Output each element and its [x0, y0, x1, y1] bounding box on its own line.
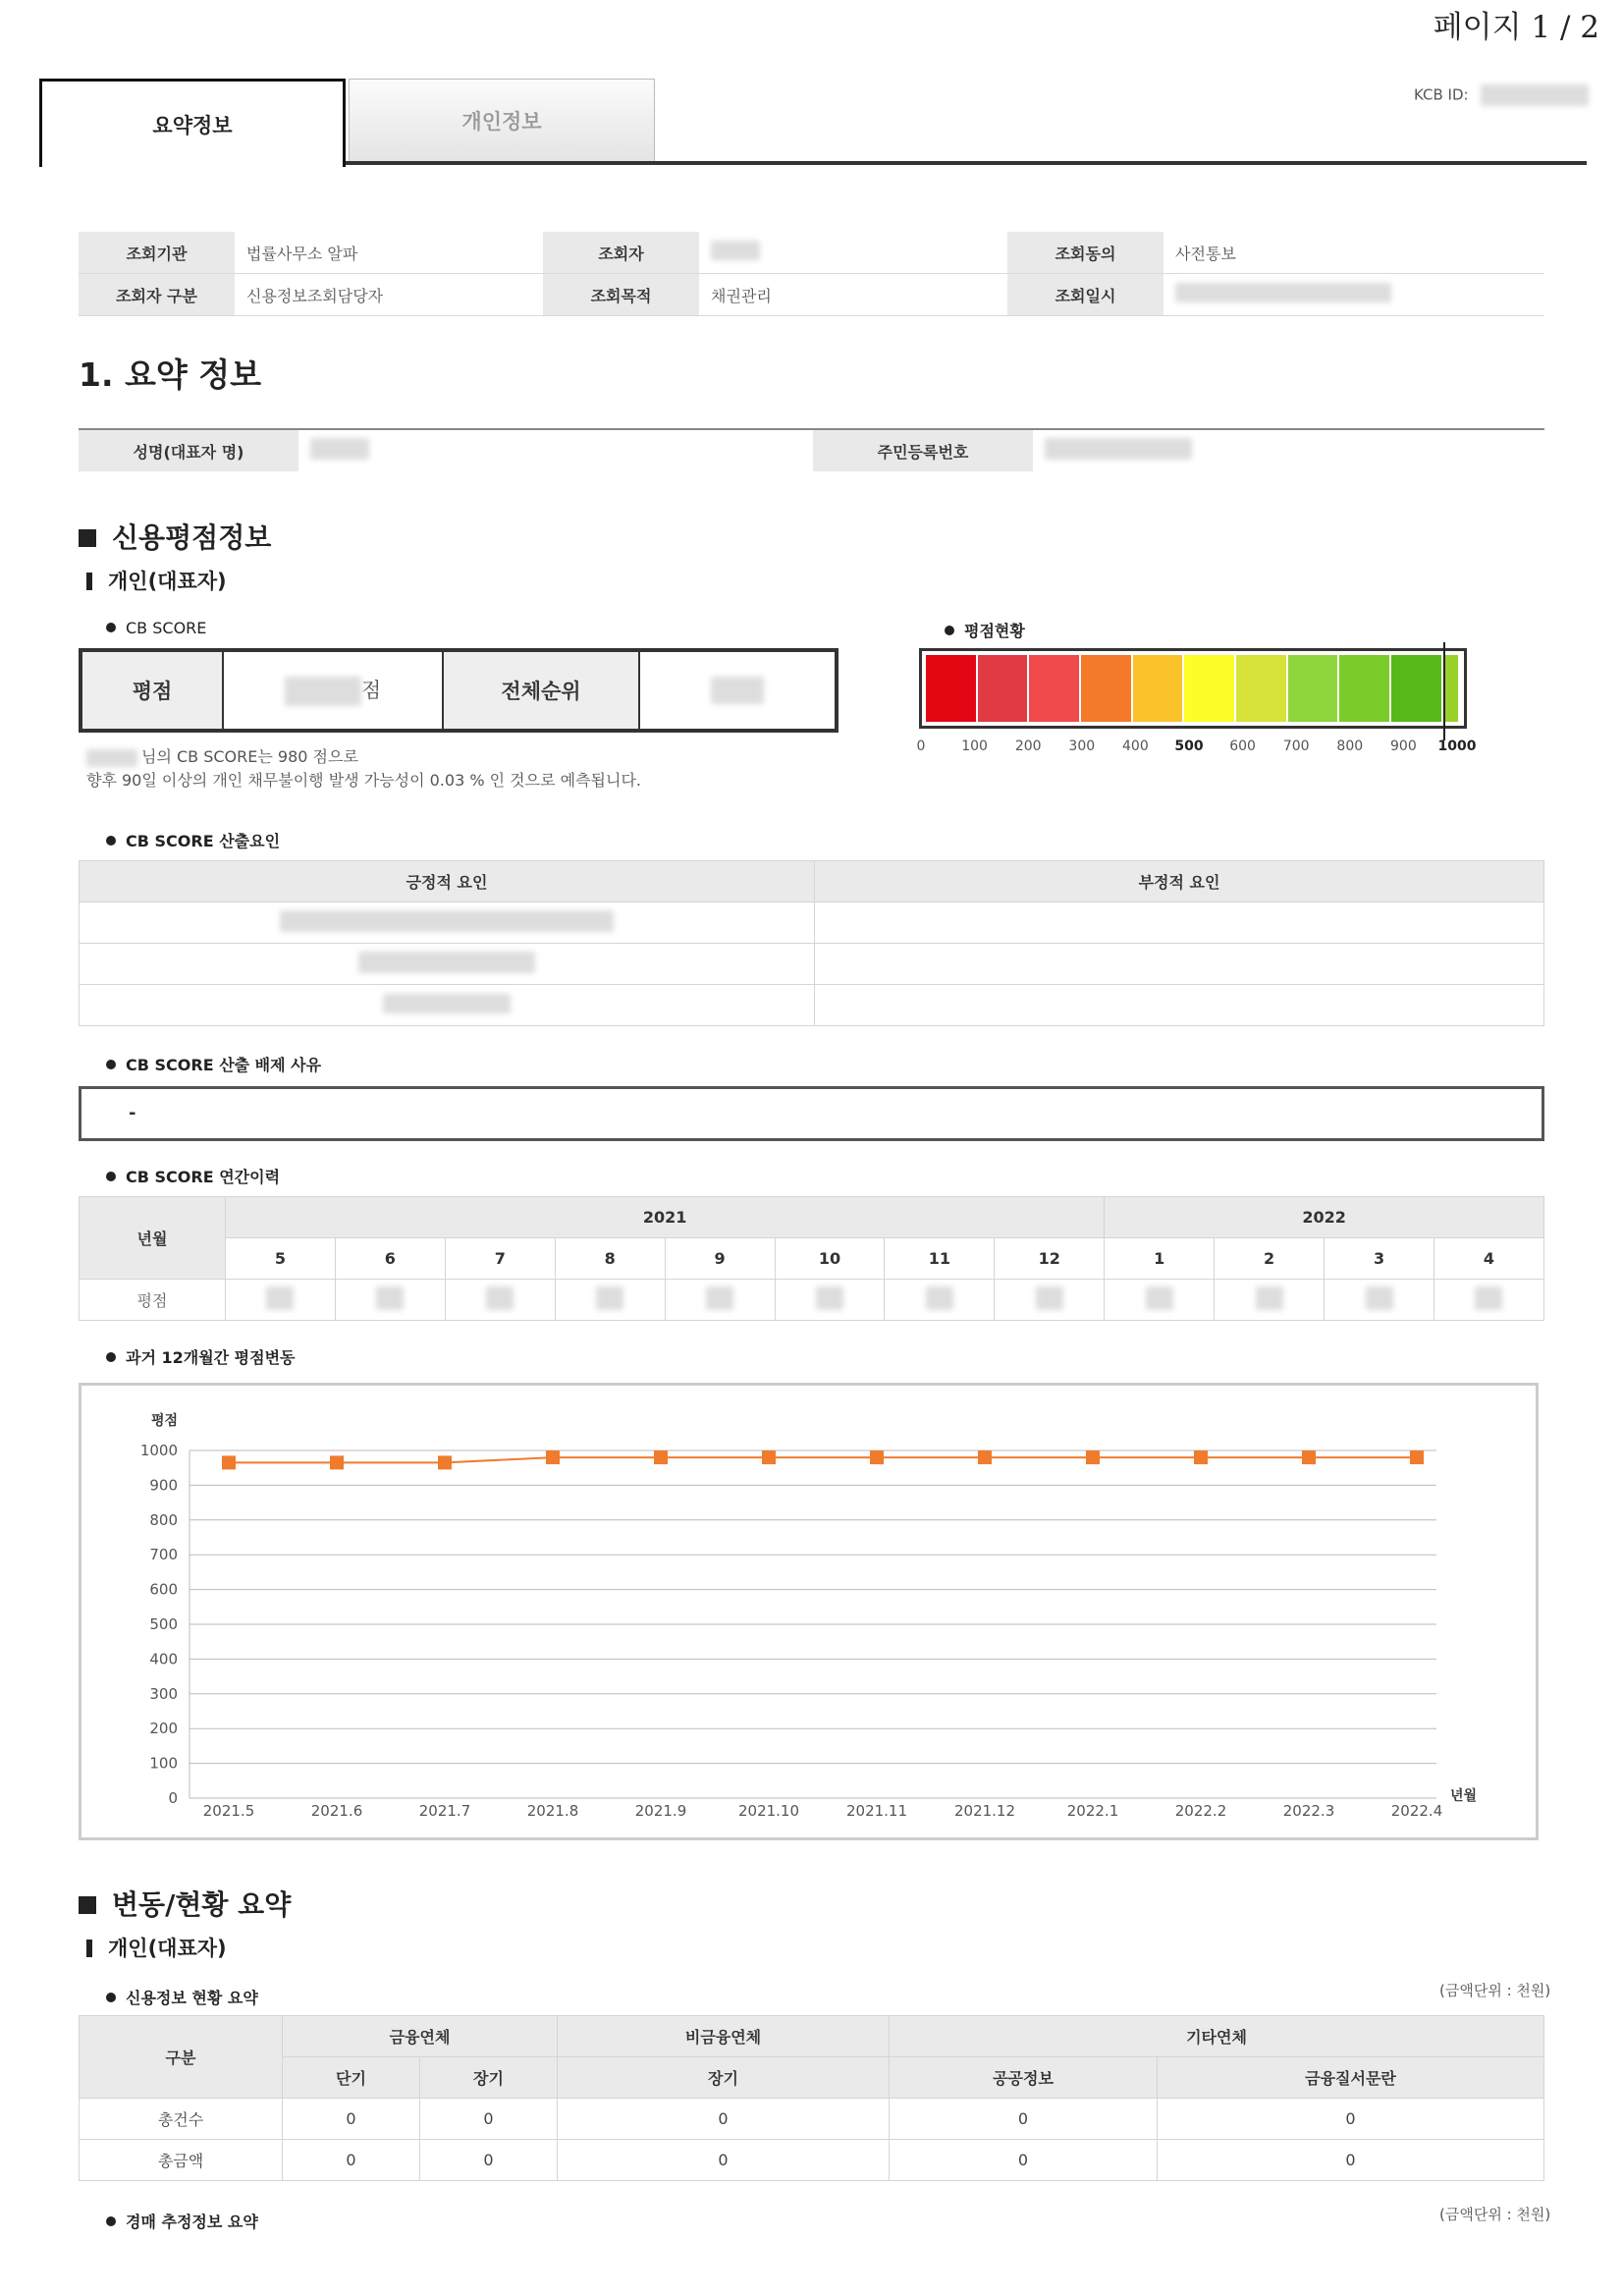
label-factors-text: CB SCORE 산출요인: [126, 832, 281, 850]
positive-factor-2: [80, 944, 815, 985]
row-label-amount: 총금액: [80, 2140, 283, 2181]
inquiry-info-table: [79, 232, 1544, 316]
label-inquiry-org: 조회기관: [79, 232, 235, 274]
gauge-segment: [1236, 655, 1286, 722]
dot-bullet-icon: [106, 836, 116, 846]
data-point: [978, 1450, 992, 1464]
y-tick-label: 0: [168, 1789, 178, 1807]
y-axis-label: 평점: [150, 1413, 178, 1429]
value-rrn: [1033, 429, 1544, 471]
score-gauge: [919, 648, 1467, 729]
history-score-cell: [775, 1280, 885, 1321]
label-rrn: 주민등록번호: [813, 429, 1033, 471]
value-inquiry-consent: 사전통보: [1163, 232, 1544, 274]
data-point: [330, 1455, 344, 1469]
table-row: [80, 2099, 1544, 2140]
x-tick-label: 2021.12: [953, 1802, 1016, 1820]
label-exclusion: [106, 1053, 321, 1075]
gauge-tick-label: 1000: [1437, 738, 1477, 754]
subheading-individual-text: 개인(대표자): [108, 570, 227, 593]
gauge-segment: [1081, 655, 1131, 722]
x-tick-label: 2021.8: [526, 1802, 579, 1820]
heading-credit-score: [79, 517, 271, 556]
x-tick-label: 2021.9: [634, 1802, 687, 1820]
series-line: [229, 1457, 1417, 1462]
gauge-tick-label: 400: [1122, 738, 1149, 754]
history-month: 2: [1215, 1238, 1325, 1280]
cell-value: 0: [283, 2140, 420, 2181]
subheading-changes-individual: [86, 1933, 227, 1962]
score-unit: 점: [360, 679, 382, 702]
history-month: 8: [555, 1238, 665, 1280]
col-financial-delinquency: 금융연체: [283, 2016, 558, 2057]
history-score-cell: [995, 1280, 1105, 1321]
label-history: [106, 1165, 280, 1187]
tab-underline: [346, 161, 1587, 165]
x-tick-label: 2022.4: [1390, 1802, 1443, 1820]
score-value: [223, 650, 443, 731]
y-tick-label: 900: [149, 1476, 178, 1495]
positive-factor-3: [80, 985, 815, 1026]
history-year-2022: 2022: [1105, 1197, 1544, 1238]
label-gauge: [945, 619, 1025, 641]
data-point: [546, 1450, 560, 1464]
y-tick-label: 500: [149, 1615, 178, 1633]
section-title-summary: 1. 요약 정보: [79, 355, 261, 394]
cell-value: 0: [1158, 2099, 1544, 2140]
gauge-tick-label: 300: [1068, 738, 1096, 754]
y-tick-label: 1000: [139, 1442, 178, 1459]
x-tick-label: 2021.5: [202, 1802, 255, 1820]
heading-changes-text: 변동/현황 요약: [112, 1888, 292, 1921]
history-month: 3: [1325, 1238, 1434, 1280]
square-bullet-icon: [79, 1896, 96, 1914]
heading-credit-score-text: 신용평점정보: [112, 521, 272, 554]
history-score-cell: [1325, 1280, 1434, 1321]
value-inquirer-type: 신용정보조회담당자: [235, 274, 543, 316]
page-number: 페이지 1 / 2: [1433, 10, 1599, 45]
col-nonfinancial-delinquency: 비금융연체: [558, 2016, 890, 2057]
gauge-tick-label: 100: [961, 738, 988, 754]
history-month: 9: [665, 1238, 775, 1280]
negative-factor-1: [815, 902, 1544, 944]
cell-value: 0: [558, 2099, 890, 2140]
x-tick-label: 2021.11: [845, 1802, 908, 1820]
data-point: [762, 1450, 776, 1464]
history-month: 10: [775, 1238, 885, 1280]
gauge-tick-label: 700: [1282, 738, 1310, 754]
dot-bullet-icon: [106, 1060, 116, 1069]
history-month: 7: [445, 1238, 555, 1280]
history-score-cell: [885, 1280, 995, 1321]
positive-factor-1: [80, 902, 815, 944]
rank-value: [639, 650, 837, 731]
data-point: [1302, 1450, 1316, 1464]
cell-value: 0: [420, 2140, 558, 2181]
gauge-tick-label: 600: [1229, 738, 1256, 754]
gauge-tick-label: 0: [916, 738, 926, 754]
y-tick-label: 600: [149, 1580, 178, 1599]
negative-factor-3: [815, 985, 1544, 1026]
score-note-line1: [86, 744, 358, 767]
gauge-segment: [1029, 655, 1079, 722]
y-tick-label: 300: [149, 1684, 178, 1703]
score-chart-box: [79, 1383, 1539, 1840]
history-score-cell: [1215, 1280, 1325, 1321]
data-point: [1194, 1450, 1208, 1464]
history-score-row-label: 평점: [80, 1280, 226, 1321]
history-score-cell: [1434, 1280, 1543, 1321]
dot-bullet-icon: [106, 1352, 116, 1362]
history-score-cell: [555, 1280, 665, 1321]
kcb-id: [1414, 84, 1589, 106]
dot-bullet-icon: [106, 1993, 116, 2002]
history-ym-header: 년월: [80, 1197, 226, 1280]
label-exclusion-text: CB SCORE 산출 배제 사유: [126, 1056, 322, 1074]
dot-bullet-icon: [106, 623, 116, 632]
x-axis-label: 년월: [1450, 1788, 1478, 1804]
history-score-cell: [335, 1280, 445, 1321]
history-year-2021: 2021: [226, 1197, 1105, 1238]
value-name: [298, 429, 813, 471]
bar-bullet-icon: [86, 1940, 92, 1957]
label-gauge-text: 평점현황: [964, 622, 1025, 640]
kcb-id-label: KCB ID:: [1414, 85, 1469, 104]
y-tick-label: 800: [149, 1510, 178, 1529]
gauge-tick-label: 900: [1390, 738, 1417, 754]
x-tick-label: 2022.2: [1174, 1802, 1227, 1820]
label-inquiry-purpose: 조회목적: [543, 274, 699, 316]
col-nonfinancial-long-term: 장기: [558, 2057, 890, 2099]
y-tick-label: 200: [149, 1720, 178, 1738]
history-score-cell: [226, 1280, 336, 1321]
label-auction: [106, 2210, 258, 2232]
gauge-tick-label: 200: [1014, 738, 1042, 754]
score-label: 평점: [81, 650, 223, 731]
dot-bullet-icon: [106, 2216, 116, 2226]
table-row: [80, 2140, 1544, 2181]
data-point: [654, 1450, 668, 1464]
score-note-line2: 향후 90일 이상의 개인 채무불이행 발생 가능성이 0.03 % 인 것으로 예측됩니다.: [86, 771, 641, 790]
label-history-text: CB SCORE 연간이력: [126, 1168, 281, 1186]
x-tick-label: 2022.1: [1066, 1802, 1119, 1820]
gauge-segment: [978, 655, 1028, 722]
label-inquirer-type: 조회자 구분: [79, 274, 235, 316]
col-group: 구분: [80, 2016, 283, 2099]
dot-bullet-icon: [106, 1172, 116, 1181]
bar-bullet-icon: [86, 573, 92, 590]
label-factors: [106, 829, 280, 851]
cell-value: 0: [420, 2099, 558, 2140]
history-month: 12: [995, 1238, 1105, 1280]
kcb-id-redacted: [1481, 84, 1589, 106]
negative-factor-2: [815, 944, 1544, 985]
subheading-individual: [86, 566, 227, 595]
history-month: 11: [885, 1238, 995, 1280]
gauge-segment: [1339, 655, 1389, 722]
rank-label: 전체순위: [443, 650, 639, 731]
col-other-delinquency: 기타연체: [890, 2016, 1544, 2057]
col-public-info: 공공정보: [890, 2057, 1158, 2099]
label-status-summary: [106, 1986, 258, 2008]
gauge-tick-label: 500: [1174, 738, 1204, 754]
score-note-line1-text: 님의 CB SCORE는 980 점으로: [141, 747, 358, 766]
dot-bullet-icon: [945, 626, 954, 635]
gauge-tick-label: 800: [1336, 738, 1364, 754]
value-inquiry-datetime: [1163, 274, 1544, 316]
cell-value: 0: [890, 2140, 1158, 2181]
col-long-term: 장기: [420, 2057, 558, 2099]
label-chart: [106, 1345, 296, 1368]
label-name: 성명(대표자 명): [79, 429, 298, 471]
gauge-segment: [926, 655, 976, 722]
cell-value: 0: [1158, 2140, 1544, 2181]
value-inquiry-org: 법률사무소 알파: [235, 232, 543, 274]
label-cb-score: [106, 619, 206, 637]
label-cb-score-text: CB SCORE: [126, 619, 207, 637]
data-point: [438, 1455, 452, 1469]
value-inquiry-purpose: 채권관리: [699, 274, 1007, 316]
col-short-term: 단기: [283, 2057, 420, 2099]
unit-note: (금액단위 : 천원): [1439, 1982, 1551, 1999]
score-line-chart: [81, 1386, 1536, 1837]
factors-table: [79, 860, 1544, 1026]
history-score-cell: [445, 1280, 555, 1321]
data-point: [1086, 1450, 1100, 1464]
status-summary-table: [79, 2015, 1544, 2181]
cell-value: 0: [890, 2099, 1158, 2140]
tab-personal[interactable]: 개인정보: [349, 79, 655, 163]
cell-value: 0: [558, 2140, 890, 2181]
label-auction-text: 경매 추정정보 요약: [126, 2213, 258, 2231]
data-point: [1410, 1450, 1424, 1464]
x-tick-label: 2021.6: [310, 1802, 363, 1820]
label-inquiry-consent: 조회동의: [1007, 232, 1163, 274]
label-status-summary-text: 신용정보 현황 요약: [126, 1989, 258, 2007]
heading-changes: [79, 1884, 291, 1923]
row-label-count: 총건수: [80, 2099, 283, 2140]
negative-factors-header: 부정적 요인: [815, 861, 1544, 902]
cell-value: 0: [283, 2099, 420, 2140]
gauge-marker: [1443, 642, 1445, 740]
history-month: 4: [1434, 1238, 1543, 1280]
value-inquirer: [699, 232, 1007, 274]
label-inquiry-datetime: 조회일시: [1007, 274, 1163, 316]
history-score-cell: [665, 1280, 775, 1321]
auction-unit-note: (금액단위 : 천원): [1439, 2206, 1551, 2223]
history-table: [79, 1196, 1544, 1321]
history-month: 1: [1105, 1238, 1215, 1280]
data-point: [870, 1450, 884, 1464]
subheading-changes-individual-text: 개인(대표자): [108, 1937, 227, 1960]
label-chart-text: 과거 12개월간 평점변동: [126, 1348, 296, 1367]
gauge-segment: [1184, 655, 1234, 722]
history-month: 5: [226, 1238, 336, 1280]
gauge-segment: [1133, 655, 1183, 722]
y-tick-label: 700: [149, 1546, 178, 1564]
y-tick-label: 400: [149, 1650, 178, 1668]
col-financial-order: 금융질서문란: [1158, 2057, 1544, 2099]
history-score-cell: [1105, 1280, 1215, 1321]
x-tick-label: 2021.7: [418, 1802, 471, 1820]
tab-summary[interactable]: 요약정보: [39, 79, 346, 167]
x-tick-label: 2021.10: [737, 1802, 800, 1820]
y-tick-label: 100: [149, 1754, 178, 1773]
positive-factors-header: 긍정적 요인: [80, 861, 815, 902]
data-point: [222, 1455, 236, 1469]
score-table: [79, 648, 839, 733]
history-month: 6: [335, 1238, 445, 1280]
x-tick-label: 2022.3: [1282, 1802, 1335, 1820]
label-inquirer: 조회자: [543, 232, 699, 274]
exclusion-reason-box: -: [79, 1086, 1544, 1141]
square-bullet-icon: [79, 529, 96, 547]
identity-table: [79, 428, 1544, 471]
gauge-segment: [1288, 655, 1338, 722]
gauge-segment: [1391, 655, 1441, 722]
